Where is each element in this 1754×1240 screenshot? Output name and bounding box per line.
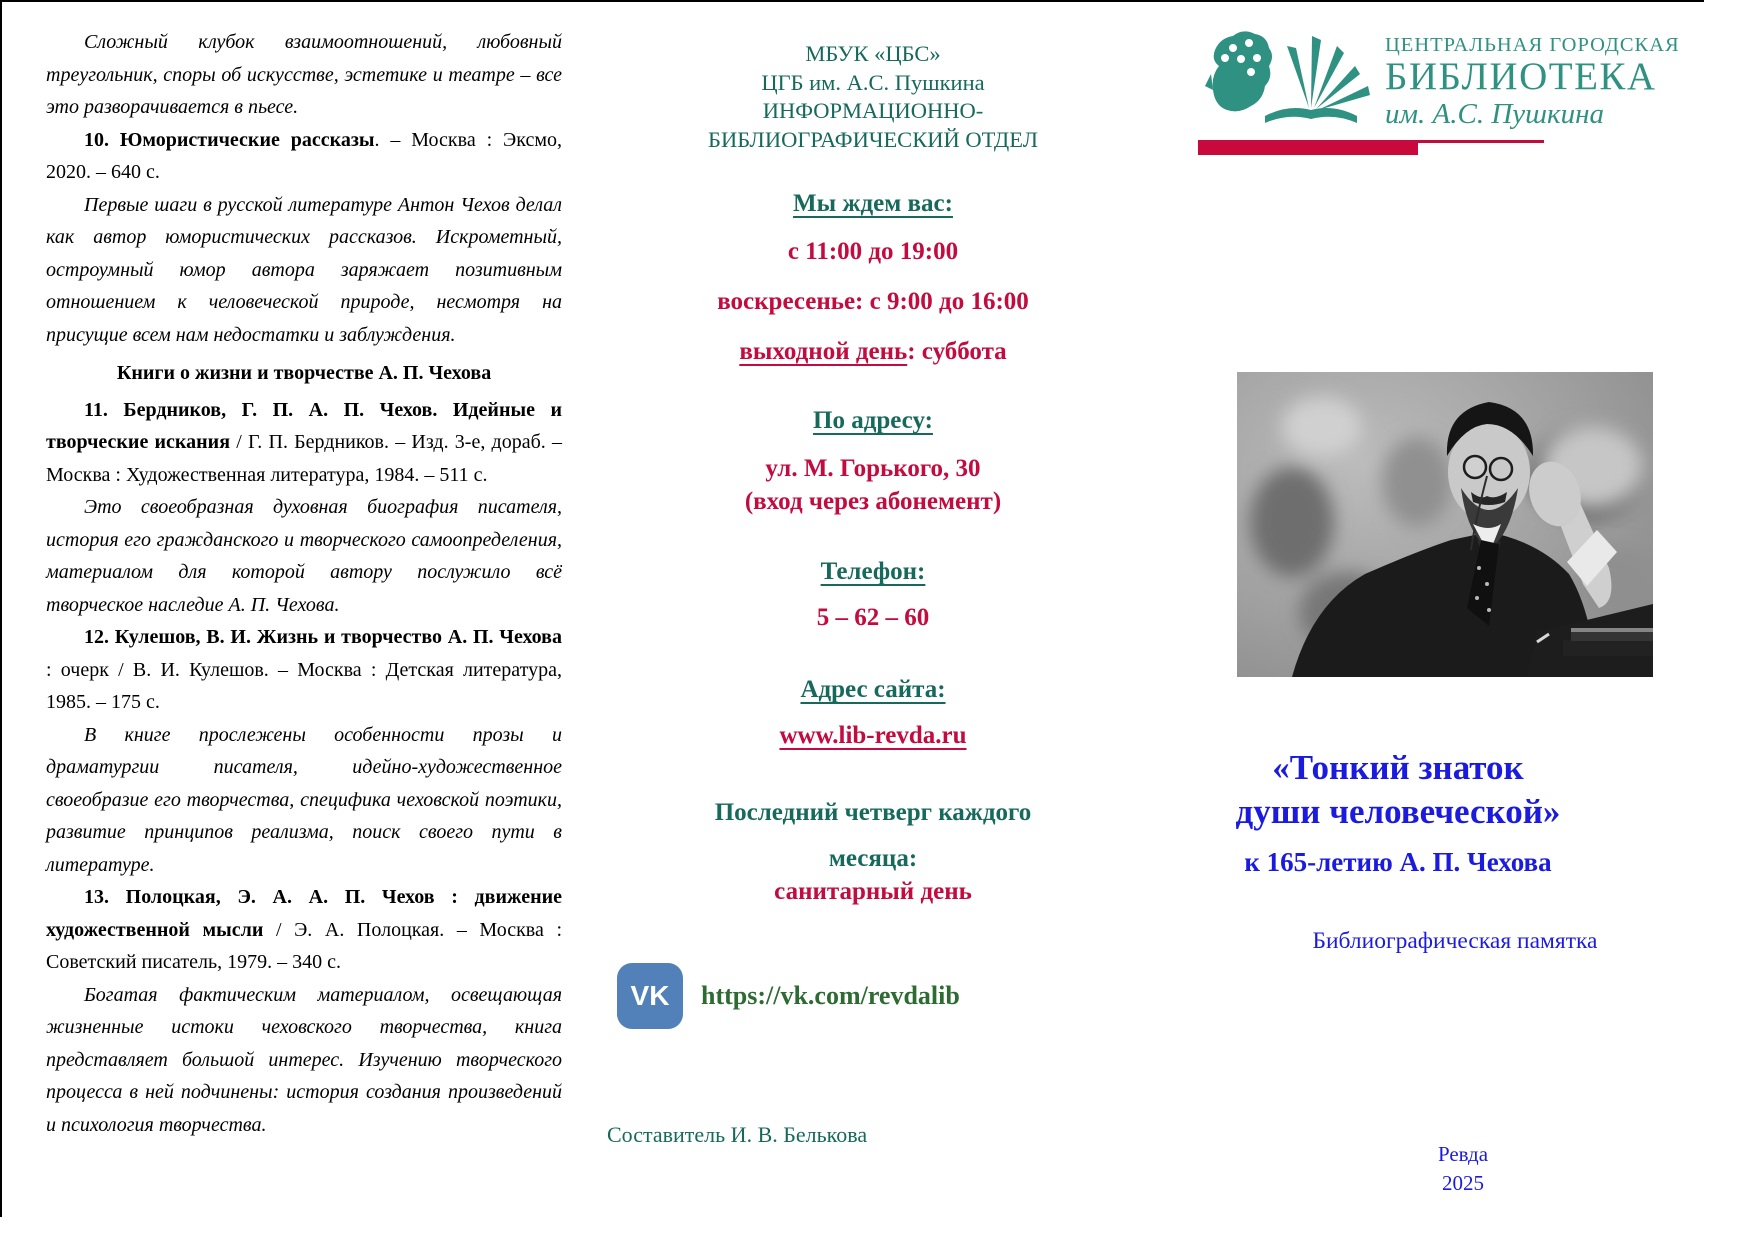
pushkin-book-logo-icon bbox=[1193, 26, 1375, 132]
hours-sunday: воскресенье: с 9:00 до 16:00 bbox=[717, 288, 1029, 315]
day-off-label: выходной день bbox=[739, 338, 908, 365]
hours-weekdays: с 11:00 до 19:00 bbox=[787, 238, 959, 265]
logo-line-3: им. А.С. Пушкина bbox=[1385, 98, 1604, 130]
org-department: ИНФОРМАЦИОННО-БИБЛИОГРАФИЧЕСКИЙ ОТДЕЛ bbox=[708, 98, 1038, 152]
section-heading: Книги о жизни и творчестве А. П. Чехова bbox=[116, 362, 492, 384]
address-block bbox=[600, 452, 1146, 518]
logo-accent-bar bbox=[1198, 143, 1418, 155]
bib-entry-12-imprint: : очерк / В. И. Кулешов. – Москва : Детская литература, 1985. – 175 с. bbox=[46, 658, 562, 713]
bib-entry-11 bbox=[46, 394, 562, 492]
bib-entry-11-title: 11. Бердников, Г. П. А. П. Чехов. Идейные и творческие искания bbox=[46, 398, 562, 453]
compiler-credit: Составитель И. В. Белькова bbox=[607, 1122, 868, 1147]
vk-url-link[interactable]: https://vk.com/revdalib bbox=[701, 981, 960, 1010]
org-name: МБУК «ЦБС» bbox=[805, 41, 941, 66]
library-logo bbox=[1193, 26, 1680, 132]
site-url-link[interactable]: www.lib-revda.ru bbox=[779, 722, 967, 749]
page-border-left bbox=[0, 0, 2, 1217]
bib-entry-11-imprint: / Г. П. Бердников. – Изд. 3-е, дораб. – Москва : Художественная литература, 1984. – 511 с. bbox=[46, 431, 562, 486]
hours-heading: Мы ждем вас: bbox=[793, 190, 953, 217]
doc-type-label: Библиографическая памятка bbox=[1312, 928, 1598, 954]
brochure-title bbox=[1158, 746, 1638, 834]
sanitary-heading: Последний четверг каждого месяца: bbox=[714, 799, 1032, 872]
address-entrance: (вход через абонемент) bbox=[744, 488, 1002, 515]
bib-entry-10-title: 10. Юмористические рассказы bbox=[84, 128, 375, 151]
logo-line-2: БИБЛИОТЕКА bbox=[1385, 55, 1657, 98]
chekhov-photo bbox=[1237, 372, 1653, 677]
imprint-year: 2025 bbox=[1442, 1171, 1484, 1195]
address-heading: По адресу: bbox=[813, 407, 933, 434]
org-branch: ЦГБ им. А.С. Пушкина bbox=[761, 69, 985, 95]
bib-entry-13-title: 13. Полоцкая, Э. А. А. П. Чехов : движение художественной мысли bbox=[46, 886, 562, 941]
bib-entry-12-annotation: В книге прослежены особенности прозы и драматургии писателя, идейно-художественное своеобразие его творчества, специфика чеховской поэтики, развитие принципов реализма, поиск своего пути в литературе. bbox=[46, 723, 562, 876]
phone-heading: Телефон: bbox=[820, 558, 926, 585]
intro-annotation: Сложный клубок взаимоотношений, любовный треугольник, споры об искусстве, эстетике и театре – все это разворачивается в пьесе. bbox=[46, 31, 562, 118]
sanitary-value: санитарный день bbox=[774, 878, 972, 905]
brochure-subtitle: к 165-летию А. П. Чехова bbox=[1244, 847, 1552, 877]
bibliography-column bbox=[46, 26, 562, 1141]
bib-entry-12-title: 12. Кулешов, В. И. Жизнь и творчество А. П. Чехова bbox=[84, 626, 562, 648]
bib-entry-13-imprint: / Э. А. Полоцкая. – Москва : Советский писатель, 1979. – 340 с. bbox=[46, 918, 563, 973]
address-street: ул. М. Горького, 30 bbox=[765, 455, 981, 482]
logo-line-1: ЦЕНТРАЛЬНАЯ ГОРОДСКАЯ bbox=[1385, 34, 1680, 56]
site-heading: Адрес сайта: bbox=[800, 676, 946, 703]
vk-link-row bbox=[617, 963, 960, 1029]
day-off-value: : суббота bbox=[907, 338, 1007, 365]
bib-entry-10 bbox=[46, 124, 562, 189]
site-url-line bbox=[600, 722, 1146, 750]
library-logo-text bbox=[1385, 26, 1680, 130]
bib-entry-12 bbox=[46, 621, 562, 719]
brochure-title-line-2: души человеческой» bbox=[1235, 792, 1561, 831]
day-off-line bbox=[600, 338, 1146, 366]
imprint-city: Ревда bbox=[1437, 1142, 1489, 1166]
phone-number: 5 – 62 – 60 bbox=[816, 604, 930, 631]
bib-entry-13 bbox=[46, 881, 562, 979]
organization-block bbox=[600, 40, 1146, 154]
brochure-title-line-1: «Тонкий знаток bbox=[1272, 748, 1524, 787]
bib-entry-13-annotation: Богатая фактическим материалом, освещающая жизненные истоки чеховского творчества, книга представляет большой интерес. Изучению творческого процесса в ней подчинены: история создания произведений и психология творчества. bbox=[46, 983, 562, 1136]
imprint-city-year bbox=[1363, 1140, 1563, 1198]
contacts-column bbox=[600, 0, 1146, 1240]
bib-entry-10-annotation: Первые шаги в русской литературе Антон Чехов делал как автор юмористических рассказов. Искрометный, остроумный юмор автора заряжает позитивным отношением к человеческой природе, несмотря на присущие всем нам недостатки и заблуждения. bbox=[46, 193, 562, 346]
bib-entry-11-annotation: Это своеобразная духовная биография писателя, история его гражданского и творческого самоопределения, материалом для которой автору послужило всё творческое наследие А. П. Чехова. bbox=[46, 496, 562, 616]
vk-icon[interactable]: VK bbox=[617, 963, 683, 1029]
bib-entry-10-imprint: . – Москва : Эксмо, 2020. – 640 с. bbox=[46, 128, 562, 183]
